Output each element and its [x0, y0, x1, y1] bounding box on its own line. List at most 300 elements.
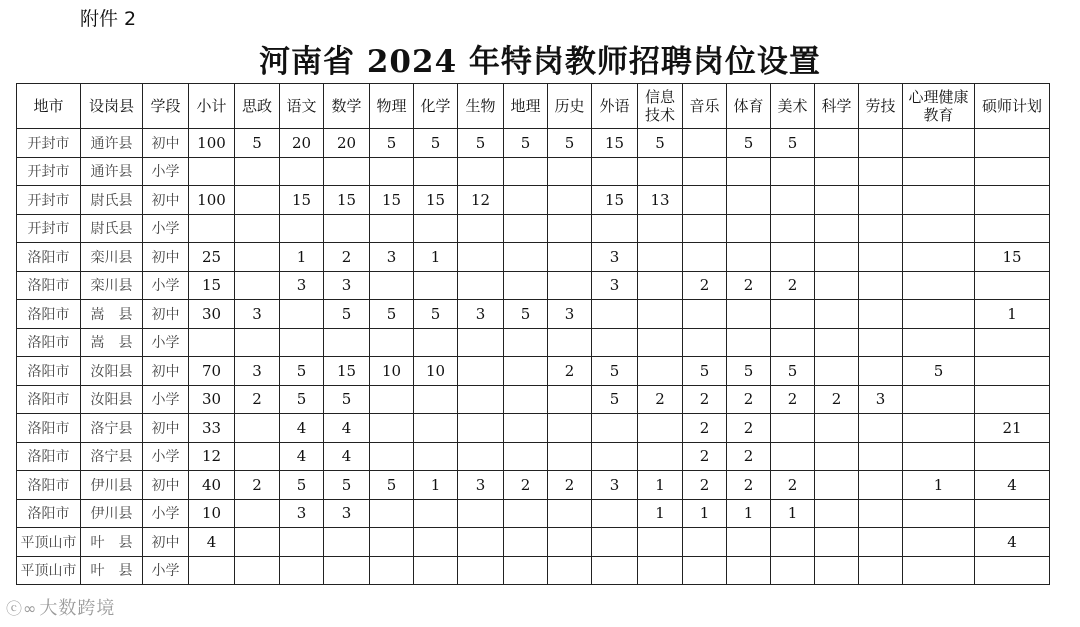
table-cell: 10: [370, 357, 414, 386]
table-cell: 5: [458, 129, 504, 158]
table-cell: [548, 243, 592, 272]
table-cell: [638, 271, 683, 300]
table-row: [17, 328, 1050, 357]
table-cell: [504, 442, 548, 471]
table-cell: 洛阳市: [17, 385, 81, 414]
table-cell: [638, 300, 683, 329]
header-art: 美术: [771, 84, 815, 129]
header-master-plan: 硕师计划: [975, 84, 1050, 129]
table-cell: [727, 157, 771, 186]
table-cell: [903, 528, 975, 557]
table-row: [17, 499, 1050, 528]
table-cell: 洛阳市: [17, 414, 81, 443]
table-cell: [458, 442, 504, 471]
table-cell: 30: [189, 300, 235, 329]
table-cell: 1: [975, 300, 1050, 329]
table-cell: 5: [370, 300, 414, 329]
header-level: 学段: [143, 84, 189, 129]
table-cell: [727, 214, 771, 243]
header-subtotal: 小计: [189, 84, 235, 129]
table-cell: [638, 357, 683, 386]
table-cell: [771, 442, 815, 471]
table-cell: [815, 528, 859, 557]
table-cell: [548, 414, 592, 443]
table-cell: 3: [592, 471, 638, 500]
table-cell: [548, 528, 592, 557]
table-cell: [859, 528, 903, 557]
table-cell: [370, 271, 414, 300]
table-cell: 5: [727, 357, 771, 386]
table-cell: 3: [324, 271, 370, 300]
table-cell: [324, 214, 370, 243]
table-cell: 4: [280, 442, 324, 471]
table-cell: 25: [189, 243, 235, 272]
table-cell: 1: [638, 471, 683, 500]
table-cell: 洛阳市: [17, 271, 81, 300]
table-cell: 2: [548, 357, 592, 386]
table-cell: 15: [975, 243, 1050, 272]
table-cell: [859, 471, 903, 500]
table-cell: [638, 528, 683, 557]
table-cell: 5: [727, 129, 771, 158]
table-cell: [903, 499, 975, 528]
table-cell: [903, 442, 975, 471]
table-cell: [235, 442, 280, 471]
table-cell: [815, 129, 859, 158]
header-city: 地市: [17, 84, 81, 129]
table-cell: 5: [280, 385, 324, 414]
table-row: [17, 385, 1050, 414]
table-cell: 5: [235, 129, 280, 158]
table-cell: [370, 157, 414, 186]
table-row: [17, 414, 1050, 443]
table-cell: 洛阳市: [17, 300, 81, 329]
table-cell: [815, 214, 859, 243]
table-cell: [235, 499, 280, 528]
table-cell: [903, 214, 975, 243]
table-cell: [683, 528, 727, 557]
table-cell: 2: [683, 271, 727, 300]
table-row: [17, 157, 1050, 186]
table-cell: 30: [189, 385, 235, 414]
table-cell: 2: [504, 471, 548, 500]
table-cell: 3: [592, 271, 638, 300]
table-cell: 5: [903, 357, 975, 386]
table-cell: 3: [324, 499, 370, 528]
table-cell: 嵩 县: [81, 300, 143, 329]
table-cell: 小学: [143, 157, 189, 186]
table-cell: [458, 528, 504, 557]
table-cell: [280, 300, 324, 329]
table-cell: [903, 414, 975, 443]
table-cell: [189, 157, 235, 186]
table-cell: 汝阳县: [81, 357, 143, 386]
table-cell: 2: [727, 471, 771, 500]
table-cell: [815, 556, 859, 585]
header-physics: 物理: [370, 84, 414, 129]
table-cell: 33: [189, 414, 235, 443]
table-cell: [638, 328, 683, 357]
table-header-row: [17, 84, 1050, 129]
table-cell: 小学: [143, 385, 189, 414]
table-cell: [414, 499, 458, 528]
table-cell: 2: [683, 471, 727, 500]
table-cell: 小学: [143, 556, 189, 585]
table-cell: [771, 157, 815, 186]
table-cell: [324, 528, 370, 557]
table-cell: 初中: [143, 129, 189, 158]
table-cell: [903, 271, 975, 300]
table-cell: 洛宁县: [81, 442, 143, 471]
table-cell: [859, 129, 903, 158]
table-cell: [975, 442, 1050, 471]
table-cell: 开封市: [17, 129, 81, 158]
table-cell: 栾川县: [81, 271, 143, 300]
table-cell: [414, 214, 458, 243]
table-cell: [727, 186, 771, 215]
table-cell: [683, 300, 727, 329]
table-cell: [504, 357, 548, 386]
table-cell: [771, 243, 815, 272]
table-cell: 5: [683, 357, 727, 386]
header-pe: 体育: [727, 84, 771, 129]
table-cell: [414, 556, 458, 585]
table-cell: 洛阳市: [17, 499, 81, 528]
table-cell: [189, 214, 235, 243]
table-cell: [771, 328, 815, 357]
table-cell: [815, 442, 859, 471]
attachment-label: 附件 2: [80, 8, 137, 30]
table-cell: [859, 442, 903, 471]
table-cell: [638, 157, 683, 186]
table-cell: [683, 186, 727, 215]
table-cell: 2: [324, 243, 370, 272]
table-cell: 叶 县: [81, 528, 143, 557]
header-politics: 思政: [235, 84, 280, 129]
table-cell: 15: [280, 186, 324, 215]
table-cell: 初中: [143, 528, 189, 557]
header-chinese: 语文: [280, 84, 324, 129]
table-cell: 初中: [143, 243, 189, 272]
table-cell: [975, 129, 1050, 158]
table-cell: 4: [324, 442, 370, 471]
table-cell: [859, 556, 903, 585]
table-cell: [458, 271, 504, 300]
table-cell: 4: [189, 528, 235, 557]
table-cell: [504, 528, 548, 557]
table-cell: [548, 328, 592, 357]
table-cell: [771, 300, 815, 329]
table-cell: [771, 528, 815, 557]
table-cell: 4: [975, 471, 1050, 500]
table-cell: [235, 214, 280, 243]
table-cell: 1: [771, 499, 815, 528]
table-cell: 70: [189, 357, 235, 386]
table-cell: 12: [189, 442, 235, 471]
header-it: 信息技术: [638, 84, 683, 129]
table-cell: 初中: [143, 357, 189, 386]
table-cell: [548, 271, 592, 300]
table-cell: 小学: [143, 271, 189, 300]
table-cell: [903, 328, 975, 357]
table-cell: [235, 271, 280, 300]
table-cell: 尉氏县: [81, 214, 143, 243]
table-cell: [324, 157, 370, 186]
table-cell: 平顶山市: [17, 528, 81, 557]
table-cell: 汝阳县: [81, 385, 143, 414]
table-cell: [727, 300, 771, 329]
table-row: [17, 300, 1050, 329]
table-cell: 2: [548, 471, 592, 500]
header-county: 设岗县: [81, 84, 143, 129]
table-cell: [235, 556, 280, 585]
table-cell: [975, 271, 1050, 300]
table-cell: [324, 556, 370, 585]
table-cell: 5: [414, 300, 458, 329]
table-cell: [548, 385, 592, 414]
table-cell: [903, 385, 975, 414]
table-cell: [592, 528, 638, 557]
table-cell: [504, 157, 548, 186]
table-cell: [370, 385, 414, 414]
table-cell: 2: [683, 385, 727, 414]
table-cell: [548, 214, 592, 243]
table-cell: 伊川县: [81, 471, 143, 500]
table-cell: 12: [458, 186, 504, 215]
table-cell: [280, 556, 324, 585]
table-cell: [815, 414, 859, 443]
header-science: 科学: [815, 84, 859, 129]
table-cell: 小学: [143, 499, 189, 528]
table-cell: 2: [683, 442, 727, 471]
table-cell: 伊川县: [81, 499, 143, 528]
table-cell: 5: [280, 357, 324, 386]
table-cell: 100: [189, 186, 235, 215]
table-cell: [189, 556, 235, 585]
table-cell: [235, 414, 280, 443]
table-cell: [548, 499, 592, 528]
table-cell: [592, 499, 638, 528]
table-cell: 洛阳市: [17, 357, 81, 386]
table-cell: [975, 357, 1050, 386]
table-cell: 2: [683, 414, 727, 443]
table-cell: 1: [414, 471, 458, 500]
table-cell: [370, 499, 414, 528]
table-cell: [592, 556, 638, 585]
table-cell: [975, 328, 1050, 357]
table-cell: [638, 214, 683, 243]
table-cell: 叶 县: [81, 556, 143, 585]
table-cell: [975, 214, 1050, 243]
table-cell: [414, 385, 458, 414]
table-cell: [903, 300, 975, 329]
table-cell: [370, 556, 414, 585]
table-cell: 2: [815, 385, 859, 414]
table-cell: 洛阳市: [17, 471, 81, 500]
table-cell: 40: [189, 471, 235, 500]
table-cell: [235, 528, 280, 557]
table-row: [17, 357, 1050, 386]
table-cell: [815, 499, 859, 528]
table-cell: 15: [189, 271, 235, 300]
table-cell: [683, 328, 727, 357]
table-cell: 嵩 县: [81, 328, 143, 357]
table-cell: [414, 328, 458, 357]
table-cell: [815, 357, 859, 386]
table-cell: 5: [592, 357, 638, 386]
table-cell: 15: [324, 186, 370, 215]
header-psychology: 心理健康教育: [903, 84, 975, 129]
table-cell: [975, 157, 1050, 186]
table-cell: [859, 499, 903, 528]
table-row: [17, 471, 1050, 500]
table-cell: [683, 129, 727, 158]
header-geography: 地理: [504, 84, 548, 129]
table-cell: [859, 186, 903, 215]
table-cell: [235, 186, 280, 215]
table-cell: 小学: [143, 442, 189, 471]
table-cell: [859, 157, 903, 186]
table-cell: [504, 271, 548, 300]
table-cell: [548, 186, 592, 215]
table-row: [17, 243, 1050, 272]
table-cell: 3: [370, 243, 414, 272]
table-cell: 洛阳市: [17, 442, 81, 471]
table-cell: [458, 328, 504, 357]
table-cell: [638, 414, 683, 443]
table-cell: [771, 186, 815, 215]
table-cell: [592, 328, 638, 357]
table-cell: [504, 186, 548, 215]
header-chemistry: 化学: [414, 84, 458, 129]
table-cell: [458, 556, 504, 585]
table-cell: 5: [370, 129, 414, 158]
document-title: 河南省 2024 年特岗教师招聘岗位设置: [259, 44, 821, 80]
header-music: 音乐: [683, 84, 727, 129]
table-cell: [370, 414, 414, 443]
table-cell: 5: [771, 357, 815, 386]
table-cell: [458, 243, 504, 272]
table-cell: 10: [414, 357, 458, 386]
table-cell: 通许县: [81, 157, 143, 186]
table-cell: [235, 157, 280, 186]
table-cell: [414, 271, 458, 300]
table-cell: 小学: [143, 214, 189, 243]
table-cell: 15: [370, 186, 414, 215]
table-cell: 3: [548, 300, 592, 329]
table-row: [17, 556, 1050, 585]
table-row: [17, 442, 1050, 471]
table-cell: 3: [280, 499, 324, 528]
table-cell: [859, 328, 903, 357]
table-cell: 2: [771, 385, 815, 414]
table-cell: [504, 499, 548, 528]
table-cell: [815, 328, 859, 357]
table-cell: [458, 499, 504, 528]
table-cell: 10: [189, 499, 235, 528]
table-cell: [815, 471, 859, 500]
table-cell: 2: [727, 414, 771, 443]
table-cell: [815, 157, 859, 186]
table-cell: 3: [859, 385, 903, 414]
table-cell: 3: [458, 471, 504, 500]
table-cell: 15: [592, 186, 638, 215]
table-cell: 开封市: [17, 186, 81, 215]
table-cell: 初中: [143, 300, 189, 329]
table-cell: 2: [638, 385, 683, 414]
table-cell: 5: [638, 129, 683, 158]
watermark: [6, 594, 115, 620]
table-cell: 1: [903, 471, 975, 500]
table-cell: 4: [324, 414, 370, 443]
header-foreign-language: 外语: [592, 84, 638, 129]
recruitment-table: [16, 83, 1050, 585]
table-cell: [235, 243, 280, 272]
table-cell: 5: [504, 129, 548, 158]
table-cell: [859, 271, 903, 300]
table-cell: [592, 214, 638, 243]
table-cell: [414, 528, 458, 557]
table-cell: [458, 357, 504, 386]
table-cell: 1: [638, 499, 683, 528]
table-cell: 1: [683, 499, 727, 528]
header-math: 数学: [324, 84, 370, 129]
table-row: [17, 129, 1050, 158]
table-cell: 20: [324, 129, 370, 158]
table-cell: 15: [414, 186, 458, 215]
table-cell: [458, 157, 504, 186]
table-cell: [771, 214, 815, 243]
table-cell: 5: [548, 129, 592, 158]
table-cell: 1: [727, 499, 771, 528]
table-cell: [458, 385, 504, 414]
table-cell: 3: [458, 300, 504, 329]
table-cell: [638, 442, 683, 471]
table-cell: 栾川县: [81, 243, 143, 272]
table-cell: [280, 528, 324, 557]
table-row: [17, 214, 1050, 243]
table-cell: [548, 556, 592, 585]
table-cell: [975, 186, 1050, 215]
table-cell: [370, 328, 414, 357]
table-cell: 1: [414, 243, 458, 272]
table-cell: 洛阳市: [17, 328, 81, 357]
table-cell: [859, 300, 903, 329]
table-cell: 平顶山市: [17, 556, 81, 585]
table-cell: [592, 157, 638, 186]
table-cell: [683, 214, 727, 243]
table-cell: [458, 414, 504, 443]
table-cell: 3: [235, 300, 280, 329]
table-cell: [235, 328, 280, 357]
table-cell: [280, 157, 324, 186]
table-cell: 洛阳市: [17, 243, 81, 272]
header-labor: 劳技: [859, 84, 903, 129]
table-cell: [504, 214, 548, 243]
table-cell: 15: [324, 357, 370, 386]
table-cell: 初中: [143, 471, 189, 500]
table-cell: [324, 328, 370, 357]
table-cell: [504, 328, 548, 357]
table-cell: [771, 414, 815, 443]
table-cell: 2: [727, 385, 771, 414]
table-cell: [859, 357, 903, 386]
table-cell: [903, 556, 975, 585]
table-cell: [414, 414, 458, 443]
watermark-text: 大数跨境: [39, 598, 116, 619]
table-cell: [370, 214, 414, 243]
table-body: [17, 129, 1050, 585]
